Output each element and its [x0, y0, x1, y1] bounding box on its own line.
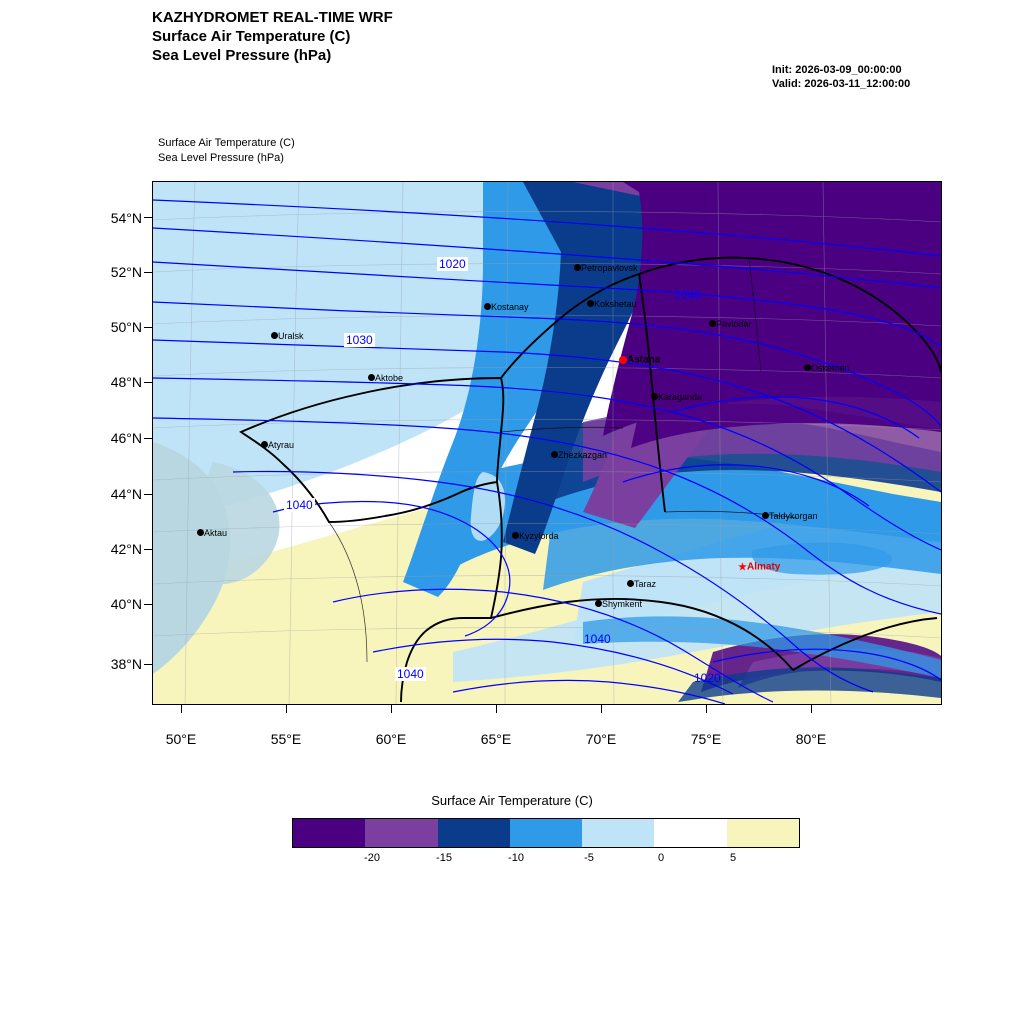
init-time: Init: 2026-03-09_00:00:00 [772, 64, 902, 76]
isobar-label: 1040 [584, 632, 611, 646]
y-tick-label: 42°N [110, 541, 142, 557]
panel-label-temperature: Surface Air Temperature (C) [158, 137, 295, 149]
city-dot [762, 512, 769, 519]
x-tick-label: 50°E [165, 731, 197, 747]
city-dot [512, 532, 519, 539]
city-label: Atyrau [268, 439, 295, 450]
city-label: Shymkent [602, 598, 643, 609]
colorbar[interactable] [292, 818, 800, 848]
city-label: Petropavlovsk [581, 262, 638, 273]
colorbar-swatch-1 [293, 819, 365, 847]
y-tick-label: 38°N [110, 656, 142, 672]
title-block [152, 8, 393, 65]
colorbar-swatch-6 [654, 819, 726, 847]
city-label: Kyzylorda [519, 530, 559, 541]
colorbar-tick-label: 0 [657, 852, 665, 864]
city-label: Taldykorgan [769, 510, 818, 521]
isobar-label: 1030 [346, 333, 373, 347]
panel-label-pressure: Sea Level Pressure (hPa) [158, 152, 284, 164]
x-tick-label: 80°E [795, 731, 827, 747]
city-dot [574, 264, 581, 271]
city-label: Aktobe [375, 372, 404, 383]
city-dot [484, 303, 491, 310]
isobar-label: 1040 [397, 667, 424, 681]
x-tick-label: 55°E [270, 731, 302, 747]
x-tick-label: 70°E [585, 731, 617, 747]
city-dot [651, 393, 658, 400]
city-label: Almaty [747, 561, 781, 573]
city-label: Astana [627, 354, 661, 366]
colorbar-tick-label: -10 [508, 852, 524, 864]
capital-star-icon [619, 356, 627, 364]
colorbar-swatch-3 [438, 819, 510, 847]
capital-star-icon [738, 562, 747, 571]
city-dot [197, 529, 204, 536]
isobar-label: 1040 [286, 498, 313, 512]
colorbar-tick-label: -5 [584, 852, 594, 864]
colorbar-tick-label: -15 [436, 852, 452, 864]
city-dot [271, 332, 278, 339]
city-dot [551, 451, 558, 458]
city-label: Oskemen [811, 362, 850, 373]
city-dot [627, 580, 634, 587]
y-tick-label: 44°N [110, 486, 142, 502]
city-dot [595, 600, 602, 607]
city-label: Kostanay [491, 301, 529, 312]
colorbar-swatch-4 [510, 819, 582, 847]
run-info [772, 63, 910, 91]
city-label: Uralsk [278, 330, 304, 341]
y-tick-label: 54°N [110, 210, 142, 226]
colorbar-swatch-2 [365, 819, 437, 847]
x-tick-label: 65°E [480, 731, 512, 747]
y-tick-label: 50°N [110, 319, 142, 335]
city-label: Taraz [634, 578, 657, 589]
isobar-label: 1020 [694, 671, 721, 685]
title-temperature: Surface Air Temperature (C) [152, 28, 351, 45]
colorbar-swatch-5 [582, 819, 654, 847]
y-tick-label: 40°N [110, 596, 142, 612]
x-tick-label: 75°E [690, 731, 722, 747]
colorbar-ticks [292, 852, 800, 872]
city-label: Zhezkazgan [558, 449, 608, 460]
city-dot [261, 441, 268, 448]
city-dot [368, 374, 375, 381]
city-label: Pavlodar [716, 318, 752, 329]
x-tick-label: 60°E [375, 731, 407, 747]
panel-label [158, 136, 295, 166]
map-panel[interactable] [152, 181, 942, 705]
city-label: Aktau [204, 527, 228, 538]
page-title: KAZHYDROMET REAL-TIME WRF [152, 9, 393, 26]
isobar-label: 1020 [439, 257, 466, 271]
colorbar-tick-label: 5 [729, 852, 737, 864]
title-pressure: Sea Level Pressure (hPa) [152, 47, 332, 64]
city-label: Karaganda [658, 391, 703, 402]
colorbar-swatch-7 [727, 819, 799, 847]
y-tick-label: 52°N [110, 264, 142, 280]
colorbar-title: Surface Air Temperature (C) [431, 793, 593, 808]
city-label: Kokshetau [594, 298, 637, 309]
isobar-label: 1040 [674, 288, 701, 302]
city-dot [709, 320, 716, 327]
valid-time: Valid: 2026-03-11_12:00:00 [772, 78, 911, 90]
city-dot [587, 300, 594, 307]
y-tick-label: 46°N [110, 430, 142, 446]
y-tick-label: 48°N [110, 374, 142, 390]
city-dot [804, 364, 811, 371]
colorbar-tick-label: -20 [364, 852, 380, 864]
